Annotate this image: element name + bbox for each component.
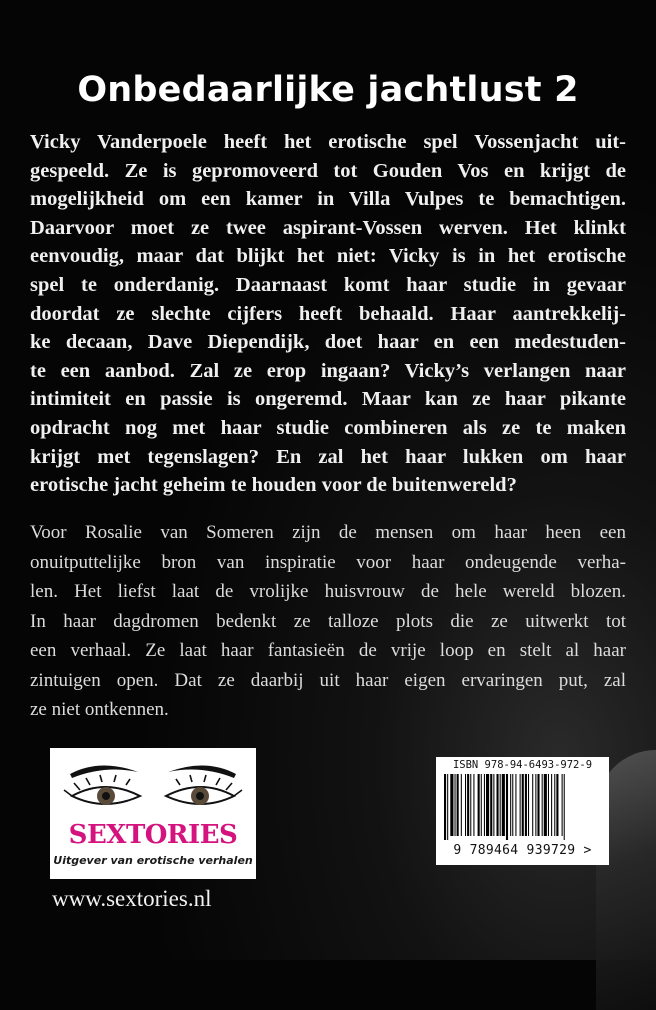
barcode-bar — [556, 774, 558, 836]
blurb-line: spel te onderdanig. Daarnaast komt haar studie in gevaar — [30, 273, 626, 296]
barcode-bar — [486, 774, 489, 836]
barcode-bar — [497, 774, 499, 836]
barcode-bar — [502, 774, 505, 836]
bio-line: een verhaal. Ze laat haar fantasieën de vrije loop en stelt al haar — [30, 640, 626, 661]
barcode-bar — [520, 774, 521, 836]
bio-line: len. Het liefst laat de vrolijke huisvrouw de hele wereld blozen. — [30, 581, 626, 602]
blurb-line: ke decaan, Dave Diependijk, doet haar en een medestuden- — [30, 331, 626, 354]
isbn-label: ISBN 978-94-6493-972-9 — [452, 759, 593, 771]
bio-line: Voor Rosalie van Someren zijn de mensen om haar heen een — [30, 522, 626, 543]
barcode-bar — [500, 774, 501, 836]
bio-line: In haar dagdromen bedenkt ze talloze plots die ze uitwerkt tot — [30, 610, 626, 632]
barcode-bar — [510, 774, 511, 836]
barcode-bar — [473, 774, 474, 836]
barcode-bar — [535, 774, 536, 836]
blurb-line: eenvoudig, maar dat blijkt het niet: Vicky is in het erotische — [30, 245, 626, 268]
barcode-bar — [481, 774, 482, 836]
barcode-bar — [457, 774, 459, 836]
barcode-bar — [512, 774, 513, 836]
barcode-bar — [537, 774, 539, 836]
barcode-bar — [522, 774, 524, 836]
publisher-website[interactable]: www.sextories.nl — [52, 886, 212, 911]
barcode-bar — [564, 774, 565, 840]
barcode-bar — [548, 774, 549, 836]
blurb-line: intimiteit en passie is ongeremd. Maar kan ze haar pikante — [30, 388, 626, 411]
barcode-bar — [532, 774, 533, 836]
barcode-bar — [455, 774, 456, 836]
publisher-tagline: Uitgever van erotische verhalen — [53, 854, 253, 867]
blurb-line: krijgt met tegenslagen? En zal het haar lukken om haar — [30, 445, 626, 468]
barcode-bar — [470, 774, 471, 836]
barcode-bar — [554, 774, 555, 836]
blurb-line: doordat ze slechte cijfers heeft behaald. Haar aantrekkelij- — [30, 302, 626, 325]
barcode-bar — [542, 774, 543, 836]
book-blurb — [30, 128, 626, 500]
barcode-bar — [490, 774, 492, 836]
barcode-bar — [562, 774, 563, 836]
publisher-logo — [50, 748, 256, 879]
bio-line: ze niet ontkennen. — [30, 699, 169, 720]
book-title: Onbedaarlijke jachtlust 2 — [77, 70, 579, 110]
barcode-bar — [506, 774, 508, 840]
isbn-barcode — [436, 757, 609, 865]
barcode-bar — [484, 774, 485, 836]
bio-line: onuitputtelijke bron van inspiratie voor haar ondeugende verha- — [30, 551, 626, 573]
barcode-bar — [515, 774, 516, 836]
author-bio — [30, 518, 626, 725]
blurb-line: erotische jacht geheim te houden voor de buitenwereld? — [30, 474, 517, 497]
barcode-bar — [444, 774, 446, 840]
barcode-bar — [450, 774, 453, 836]
barcode-bars — [444, 774, 601, 840]
eyes-icon — [50, 752, 256, 822]
barcode-bar — [467, 774, 469, 836]
blurb-line: opdracht nog met haar studie combineren als ze te maken — [30, 416, 626, 439]
barcode-bar — [544, 774, 547, 836]
bio-line: zintuigen open. Dat ze daarbij uit haar eigen ervaringen put, zal — [30, 669, 626, 691]
barcode-bar — [478, 774, 480, 836]
blurb-line: te een aanbod. Zal ze erop ingaan? Vicky’s verlangen naar — [30, 359, 626, 382]
barcode-bar — [528, 774, 529, 836]
barcode-bar — [465, 774, 466, 836]
publisher-name: SEXTORIES — [68, 820, 238, 850]
barcode-bar — [551, 774, 552, 836]
blurb-line: Daarvoor moet ze twee aspirant-Vossen werven. Het klinkt — [30, 216, 626, 239]
barcode-bar — [461, 774, 462, 836]
blurb-line: Vicky Vanderpoele heeft het erotische spel Vossenjacht uit- — [30, 131, 626, 153]
barcode-bar — [525, 774, 527, 836]
barcode-digits: 9 789464 939729 > — [453, 843, 592, 858]
barcode-bar — [493, 774, 494, 836]
barcode-bar — [447, 774, 448, 840]
blurb-line: mogelijkheid om een kamer in Villa Vulpes te bemachtigen. — [30, 188, 626, 211]
blurb-line: gespeeld. Ze is gepromoveerd tot Gouden Vos en krijgt de — [30, 159, 626, 182]
